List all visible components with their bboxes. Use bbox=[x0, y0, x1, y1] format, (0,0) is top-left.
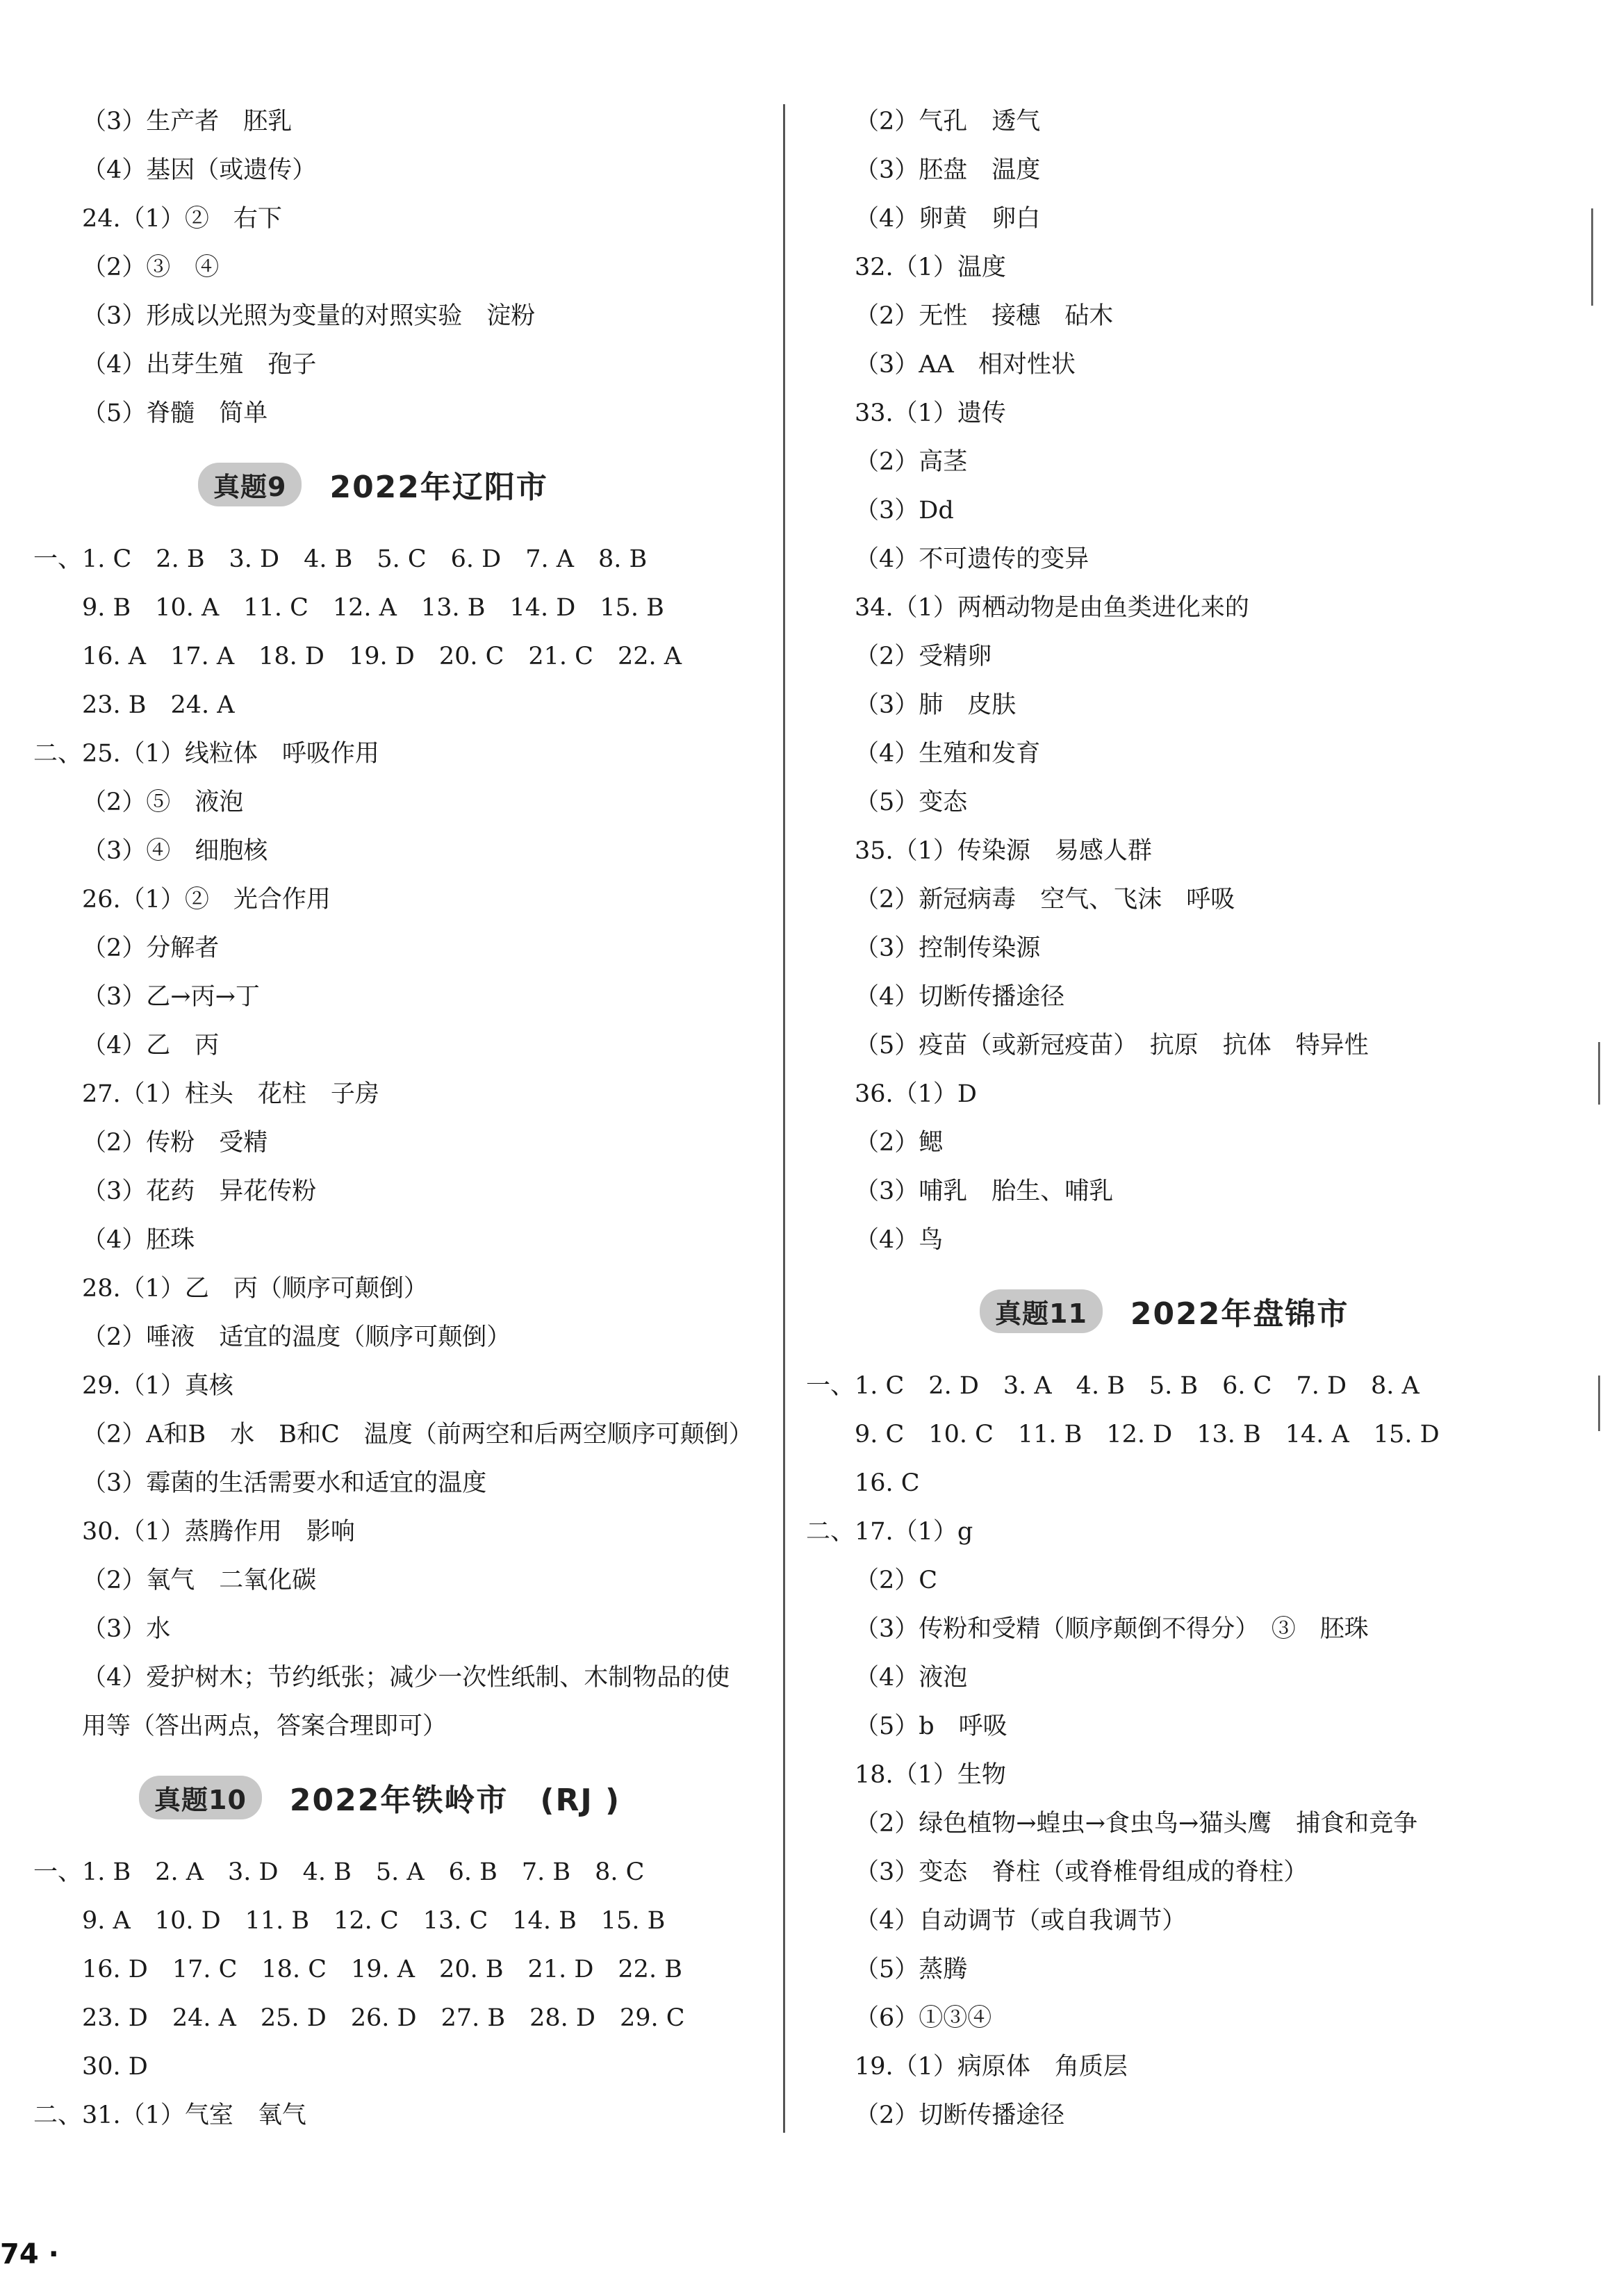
answer-line: 16. A 17. A 18. D 19. D 20. C 21. C 22. A bbox=[82, 643, 682, 670]
answer-line: （2）氧气 二氧化碳 bbox=[82, 1567, 317, 1594]
answer-line: 24.（1）② 右下 bbox=[82, 205, 282, 233]
section-heading bbox=[980, 1290, 1349, 1332]
answer-line: 16. D 17. C 18. C 19. A 20. B 21. D 22. B bbox=[82, 1956, 682, 1983]
answer-line: （3）AA 相对性状 bbox=[855, 351, 1076, 379]
answer-line: （4）鸟 bbox=[855, 1226, 944, 1254]
answer-line: （2）新冠病毒 空气、飞沫 呼吸 bbox=[855, 886, 1235, 914]
section-badge: 真题9 bbox=[198, 463, 302, 506]
answer-line: （5）疫苗（或新冠疫苗） 抗原 抗体 特异性 bbox=[855, 1032, 1369, 1059]
section-title: 2022年辽阳市 bbox=[329, 470, 548, 505]
answer-line: 30. D bbox=[82, 2053, 148, 2081]
answer-line: 9. A 10. D 11. B 12. C 13. C 14. B 15. B bbox=[82, 1907, 666, 1935]
answer-line: （5）b 呼吸 bbox=[855, 1712, 1007, 1740]
answer-line: （4）生殖和发育 bbox=[855, 740, 1041, 768]
answer-line: （6）①③④ bbox=[855, 2004, 992, 2032]
answer-line: （3）哺乳 胎生、哺乳 bbox=[855, 1178, 1114, 1205]
answer-line: （2）传粉 受精 bbox=[82, 1129, 268, 1157]
answer-line: 28.（1）乙 丙（顺序可颠倒） bbox=[82, 1275, 428, 1303]
answer-line: （4）乙 丙 bbox=[82, 1032, 220, 1059]
answer-line: 二、31.（1）气室 氧气 bbox=[33, 2101, 306, 2129]
answer-line: （2）高茎 bbox=[855, 448, 968, 476]
answer-line: （3）肺 皮肤 bbox=[855, 691, 1017, 719]
answer-line: （4）胚珠 bbox=[82, 1226, 195, 1254]
answer-line: 18.（1）生物 bbox=[855, 1761, 1006, 1789]
answer-line: （2）鳃 bbox=[855, 1129, 944, 1157]
scan-mark bbox=[1591, 208, 1593, 306]
answer-line: 32.（1）温度 bbox=[855, 254, 1006, 281]
answer-line: （2）A和B 水 B和C 温度（前两空和后两空顺序可颠倒） bbox=[82, 1421, 753, 1448]
answer-line: （3）水 bbox=[82, 1615, 171, 1643]
answer-line: （4）不可遗传的变异 bbox=[855, 545, 1089, 573]
answer-line: （4）爱护树木；节约纸张；减少一次性纸制、木制物品的使 bbox=[82, 1664, 730, 1692]
answer-line: （4）液泡 bbox=[855, 1664, 968, 1692]
answer-line: 16. C bbox=[855, 1469, 920, 1497]
answer-line: （4）卵黄 卵白 bbox=[855, 205, 1041, 233]
scan-mark bbox=[1598, 1042, 1600, 1105]
answer-line: （4）切断传播途径 bbox=[855, 983, 1065, 1011]
answer-line: 23. B 24. A bbox=[82, 691, 235, 719]
answer-line: （2）无性 接穗 砧木 bbox=[855, 302, 1114, 330]
answer-line: （5）脊髓 简单 bbox=[82, 399, 268, 427]
answer-line: 用等（答出两点，答案合理即可） bbox=[82, 1712, 447, 1740]
answer-line: （3）霉菌的生活需要水和适宜的温度 bbox=[82, 1469, 487, 1497]
answer-line: 9. B 10. A 11. C 12. A 13. B 14. D 15. B bbox=[82, 594, 664, 622]
answer-line: 33.（1）遗传 bbox=[855, 399, 1006, 427]
answer-line: 19.（1）病原体 角质层 bbox=[855, 2053, 1128, 2081]
section-heading bbox=[198, 463, 548, 505]
answer-line: （2）气孔 透气 bbox=[855, 108, 1041, 135]
answer-line: （3）花药 异花传粉 bbox=[82, 1178, 317, 1205]
answer-line: 34.（1）两栖动物是由鱼类进化来的 bbox=[855, 594, 1249, 622]
scan-mark bbox=[1598, 1376, 1600, 1431]
section-title: 2022年铁岭市 (RJ ) bbox=[289, 1783, 621, 1818]
answer-line: 一、1. C 2. B 3. D 4. B 5. C 6. D 7. A 8. B bbox=[33, 545, 648, 573]
section-heading bbox=[139, 1776, 620, 1818]
answer-line: （2）C bbox=[855, 1567, 938, 1594]
column-divider bbox=[783, 104, 785, 2133]
answer-line: 23. D 24. A 25. D 26. D 27. B 28. D 29. C bbox=[82, 2004, 685, 2032]
section-badge: 真题11 bbox=[980, 1289, 1103, 1333]
answer-line: （4）自动调节（或自我调节） bbox=[855, 1907, 1187, 1935]
answer-line: 26.（1）② 光合作用 bbox=[82, 886, 331, 914]
answer-line: （3）变态 脊柱（或脊椎骨组成的脊柱） bbox=[855, 1858, 1308, 1886]
answer-line: （3）Dd bbox=[855, 497, 954, 525]
answer-line: （2）切断传播途径 bbox=[855, 2101, 1065, 2129]
answer-line: （3）形成以光照为变量的对照实验 淀粉 bbox=[82, 302, 536, 330]
page-number: 74 · bbox=[0, 2238, 59, 2270]
answer-line: （4）出芽生殖 孢子 bbox=[82, 351, 317, 379]
answer-line: （2）绿色植物→蝗虫→食虫鸟→猫头鹰 捕食和竞争 bbox=[855, 1810, 1418, 1837]
answer-line: （5）变态 bbox=[855, 788, 968, 816]
answer-line: 9. C 10. C 11. B 12. D 13. B 14. A 15. D bbox=[855, 1421, 1440, 1448]
answer-line: （3）④ 细胞核 bbox=[82, 837, 268, 865]
answer-line: 36.（1）D bbox=[855, 1080, 977, 1108]
section-badge: 真题10 bbox=[139, 1776, 262, 1819]
answer-line: 29.（1）真核 bbox=[82, 1372, 233, 1400]
answer-line: 二、25.（1）线粒体 呼吸作用 bbox=[33, 740, 379, 768]
answer-line: （5）蒸腾 bbox=[855, 1956, 968, 1983]
answer-line: （3）胚盘 温度 bbox=[855, 156, 1041, 184]
answer-line: （2）唾液 适宜的温度（顺序可颠倒） bbox=[82, 1323, 511, 1351]
answer-line: （3）乙→丙→丁 bbox=[82, 983, 260, 1011]
answer-line: （4）基因（或遗传） bbox=[82, 156, 317, 184]
answer-line: 二、17.（1）g bbox=[806, 1518, 973, 1546]
answer-line: 一、1. C 2. D 3. A 4. B 5. B 6. C 7. D 8. A bbox=[806, 1372, 1420, 1400]
answer-line: （3）控制传染源 bbox=[855, 934, 1041, 962]
answer-line: （2）⑤ 液泡 bbox=[82, 788, 244, 816]
answer-line: 30.（1）蒸腾作用 影响 bbox=[82, 1518, 355, 1546]
section-title: 2022年盘锦市 bbox=[1130, 1296, 1349, 1332]
answer-line: （2）分解者 bbox=[82, 934, 220, 962]
answer-line: （3）生产者 胚乳 bbox=[82, 108, 293, 135]
answer-line: 35.（1）传染源 易感人群 bbox=[855, 837, 1152, 865]
answer-line: 一、1. B 2. A 3. D 4. B 5. A 6. B 7. B 8. C bbox=[33, 1858, 645, 1886]
answer-line: 27.（1）柱头 花柱 子房 bbox=[82, 1080, 379, 1108]
answer-line: （2）③ ④ bbox=[82, 254, 220, 281]
answer-line: （3）传粉和受精（顺序颠倒不得分） ③ 胚珠 bbox=[855, 1615, 1369, 1643]
answer-line: （2）受精卵 bbox=[855, 643, 992, 670]
